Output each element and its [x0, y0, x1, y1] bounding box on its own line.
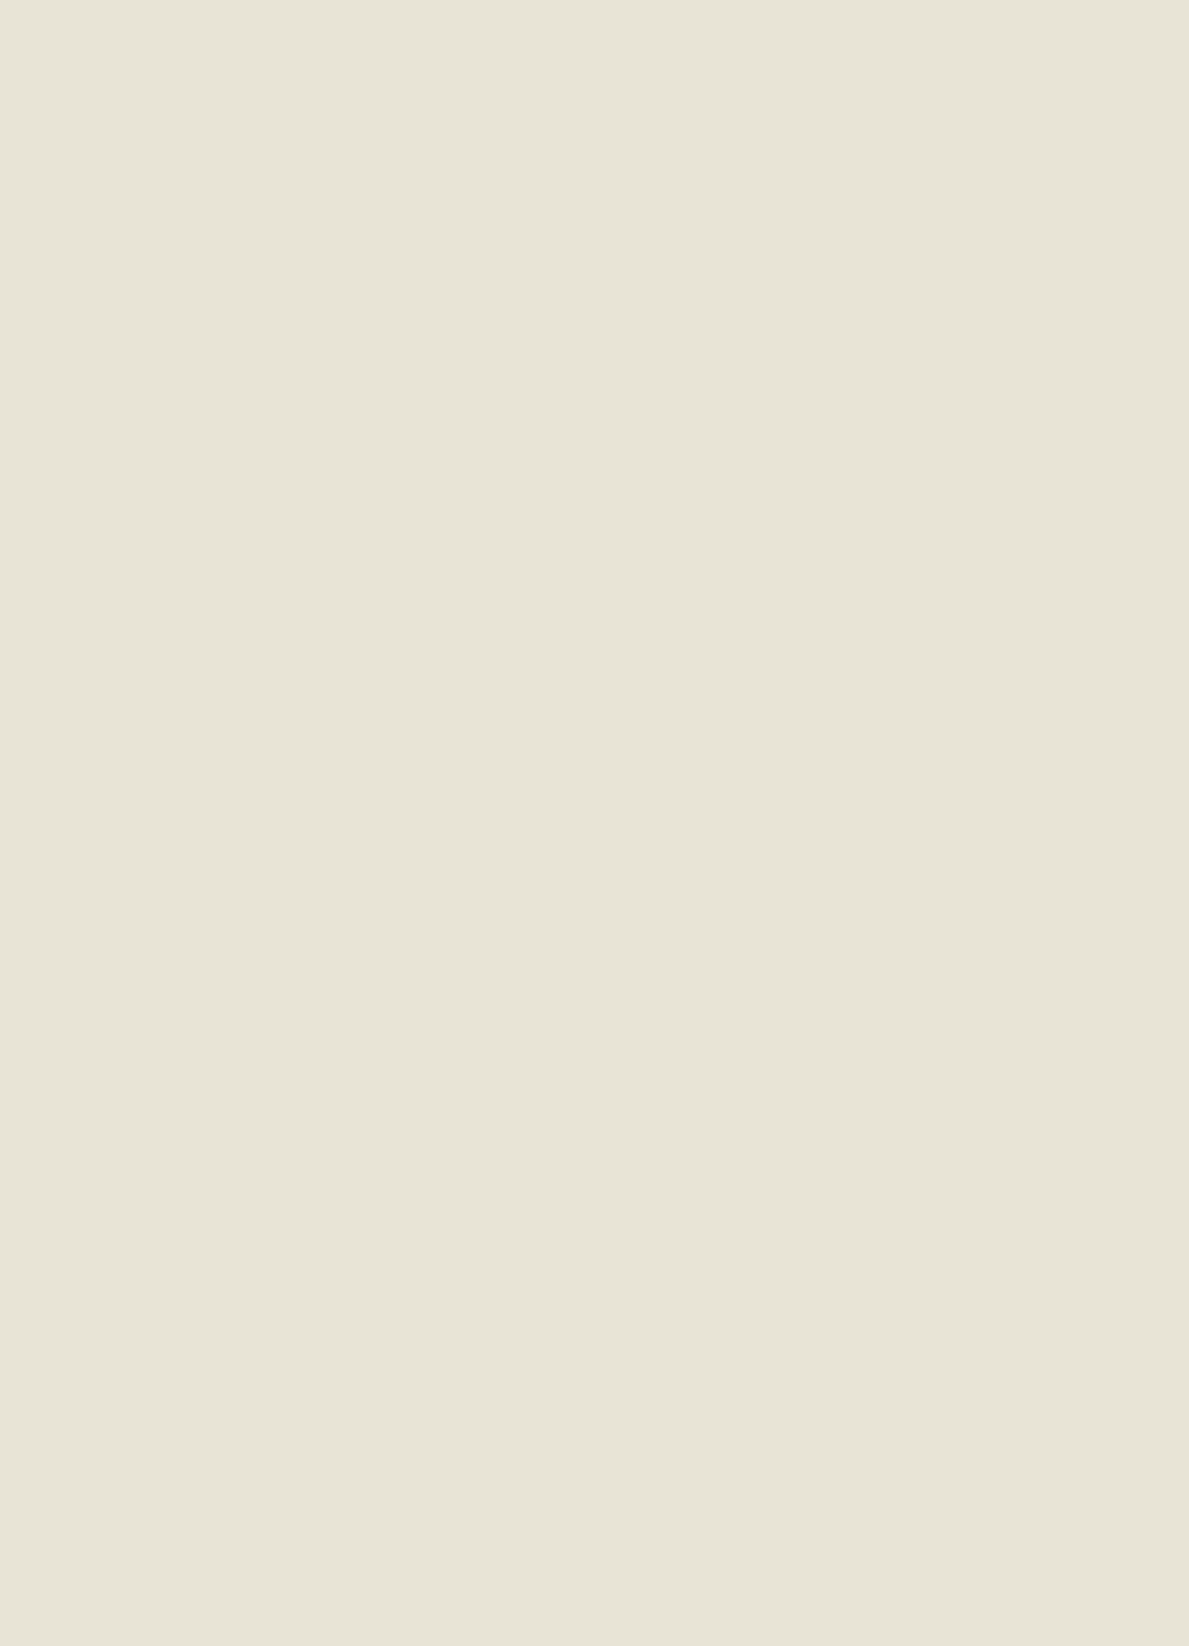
- ledger-table: [28, 90, 1162, 1630]
